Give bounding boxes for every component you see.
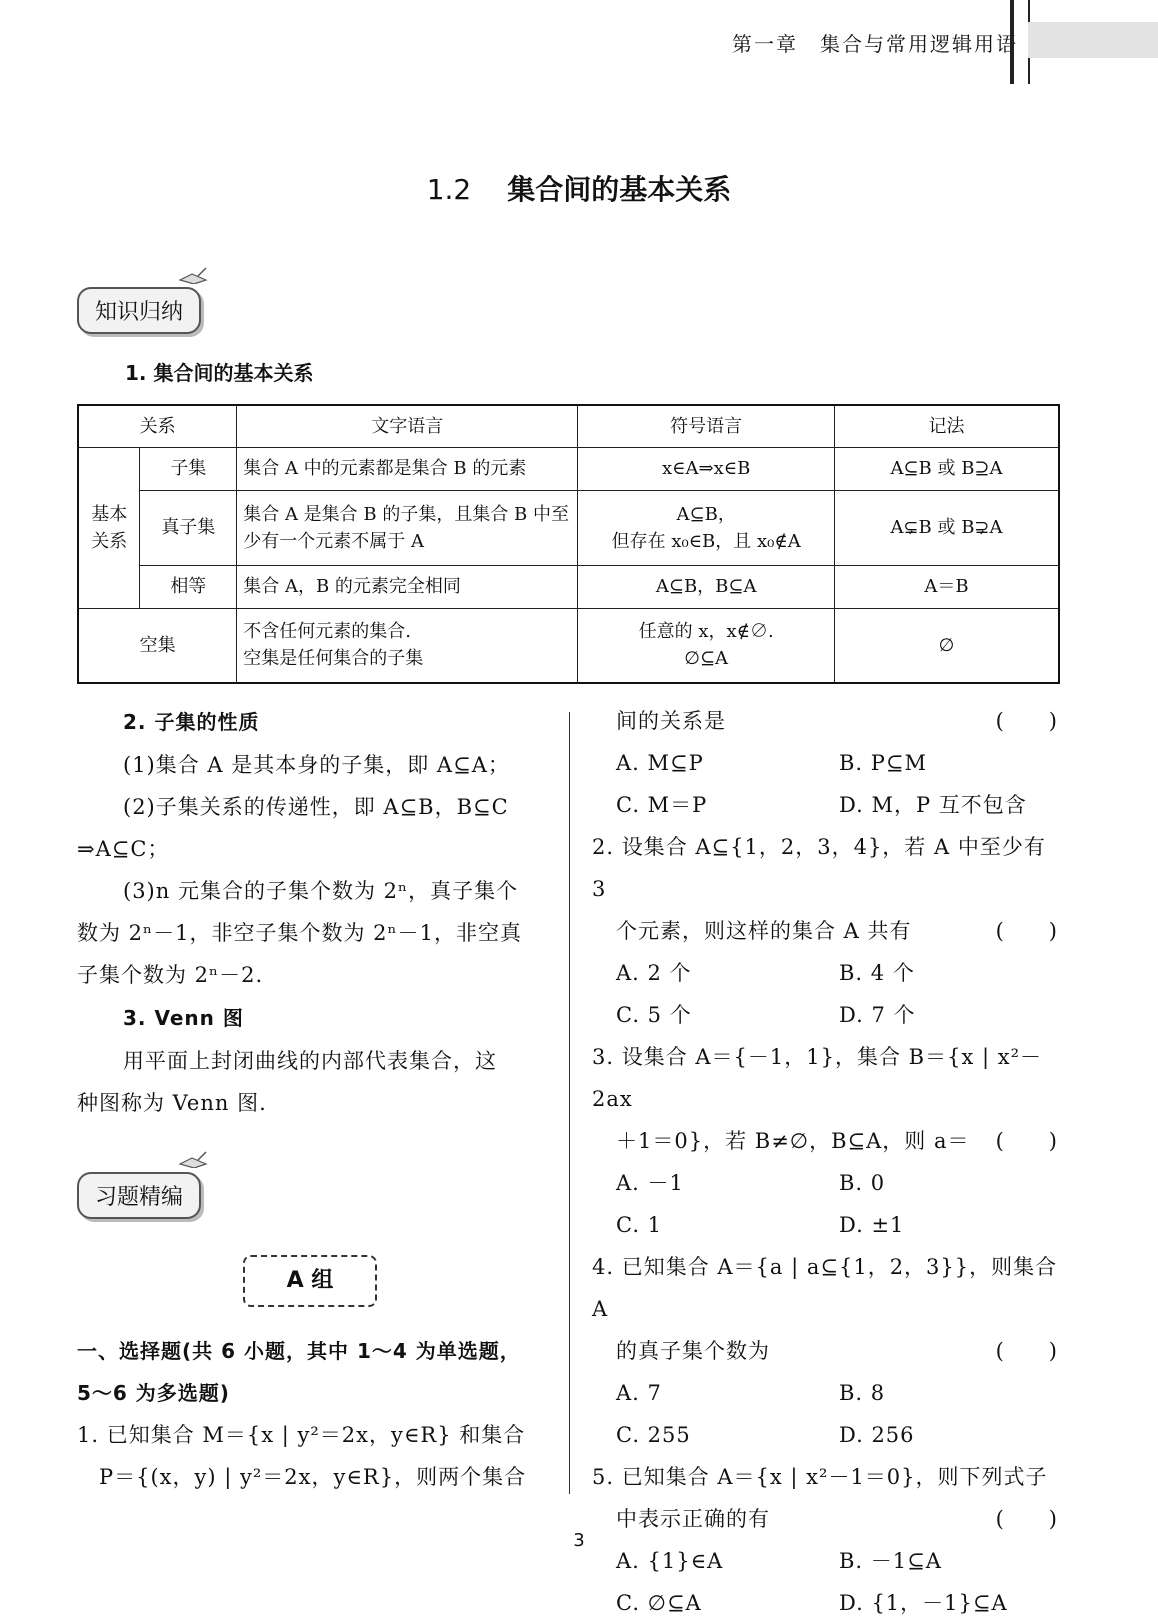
relations-table: [77, 404, 1060, 684]
column-divider: [569, 712, 570, 1494]
paragraph: 种图称为 Venn 图.: [77, 1091, 267, 1115]
row-name: 子集: [140, 447, 237, 490]
option: A. －1: [616, 1171, 684, 1195]
row-notation: A＝B: [834, 565, 1059, 608]
options-row: [592, 1372, 1062, 1414]
header-text-language: 文字语言: [237, 405, 578, 447]
section-title-text: 集合间的基本关系: [507, 173, 732, 206]
options-row: [592, 742, 1062, 784]
option: B. 4 个: [839, 961, 915, 985]
group-a-label: A 组: [243, 1255, 377, 1307]
question-3-line: [592, 1120, 1062, 1162]
row-symbol: A⊆B，B⊆A: [578, 565, 835, 608]
exercise-heading: 一、选择题(共 6 小题，其中 1～4 为单选题，: [77, 1339, 521, 1363]
heading-basic-relations: 1. 集合间的基本关系: [125, 361, 314, 385]
option: B. 0: [839, 1171, 886, 1195]
paragraph: (1)集合 A 是其本身的子集，即 A⊆A；: [123, 753, 510, 777]
option: D. 256: [839, 1423, 915, 1447]
header-grey-block: [1028, 22, 1158, 58]
book-icon: [178, 266, 208, 284]
question-1-line: 1. 已知集合 M＝{x | y²＝2x，y∈R} 和集合: [77, 1423, 526, 1447]
question-text: ＋1＝0}，若 B≠∅，B⊆A，则 a＝: [616, 1129, 970, 1153]
options-row: [592, 1414, 1062, 1456]
exercises-badge: 习题精编: [77, 1172, 201, 1219]
question-1-line: P＝{(x，y) | y²＝2x，y∈R}，则两个集合: [99, 1465, 527, 1489]
exercise-heading: 5～6 为多选题): [77, 1381, 230, 1405]
text-line: 不含任何元素的集合.: [243, 621, 411, 643]
symbol-line: A⊆B，: [676, 503, 736, 525]
option: A. 7: [616, 1381, 662, 1405]
header-symbol-language: 符号语言: [578, 405, 835, 447]
book-icon: [178, 1150, 208, 1168]
question-2-line: [592, 910, 1062, 952]
symbol-line: 任意的 x，x∉∅.: [638, 621, 774, 643]
options-row: [592, 952, 1062, 994]
question-5-line: 5. 已知集合 A＝{x | x²－1＝0}，则下列式子: [592, 1465, 1048, 1489]
option: C. 255: [616, 1423, 691, 1447]
question-3-line: 3. 设集合 A＝{－1，1}，集合 B＝{x | x²－2ax: [592, 1045, 1042, 1111]
question-2-line: 2. 设集合 A⊆{1，2，3，4}，若 A 中至少有 3: [592, 835, 1046, 901]
options-row: [592, 1162, 1062, 1204]
paragraph: 数为 2ⁿ－1，非空子集个数为 2ⁿ－1，非空真: [77, 921, 522, 945]
question-1-line: [592, 700, 1062, 742]
row-symbol: [578, 608, 835, 683]
left-column: [77, 700, 547, 1124]
option: A. 2 个: [616, 961, 692, 985]
option: A. M⊆P: [616, 751, 704, 775]
row-notation: ∅: [834, 608, 1059, 683]
option: B. P⊆M: [839, 751, 928, 775]
question-text: 中表示正确的有: [616, 1507, 770, 1531]
row-name: 真子集: [140, 490, 237, 565]
paragraph: (3)n 元集合的子集个数为 2ⁿ，真子集个: [123, 879, 519, 903]
page-number: 3: [573, 1530, 585, 1551]
section-number: 1.2: [426, 173, 472, 206]
option: C. 1: [616, 1213, 663, 1237]
row-text: 集合 A 中的元素都是集合 B 的元素: [237, 447, 578, 490]
answer-bracket: ( ): [995, 1339, 1058, 1363]
question-text: 个元素，则这样的集合 A 共有: [616, 919, 912, 943]
section-title: [0, 168, 1158, 208]
row-text: [237, 608, 578, 683]
options-row: [592, 784, 1062, 826]
paragraph: 用平面上封闭曲线的内部代表集合，这: [123, 1049, 497, 1073]
row-symbol: x∈A⇒x∈B: [578, 447, 835, 490]
answer-bracket: ( ): [995, 1129, 1058, 1153]
symbol-line: 但存在 x₀∈B，且 x₀∉A: [611, 530, 801, 552]
text-line: 空集是任何集合的子集: [243, 648, 424, 670]
option: C. ∅⊆A: [616, 1591, 702, 1615]
knowledge-badge: 知识归纳: [77, 287, 201, 334]
option: C. 5 个: [616, 1003, 692, 1027]
row-notation: A⊊B 或 B⊋A: [834, 490, 1059, 565]
question-text: 的真子集个数为: [616, 1339, 770, 1363]
options-row: [592, 1204, 1062, 1246]
option: D. ±1: [839, 1213, 905, 1237]
header-relation: 关系: [78, 405, 237, 447]
heading-venn: 3. Venn 图: [123, 1006, 244, 1030]
row-text: 集合 A 是集合 B 的子集，且集合 B 中至少有一个元素不属于 A: [237, 490, 578, 565]
exercise-section: [77, 1330, 552, 1498]
heading-subset-properties: 2. 子集的性质: [123, 710, 260, 734]
symbol-line: ∅⊆A: [684, 648, 729, 670]
options-row: [592, 994, 1062, 1036]
option: A. {1}∈A: [616, 1549, 724, 1573]
header-notation: 记法: [834, 405, 1059, 447]
question-4-line: [592, 1330, 1062, 1372]
option: B. 8: [839, 1381, 886, 1405]
option: D. {1，－1}⊆A: [839, 1591, 1008, 1615]
question-text: 间的关系是: [616, 709, 726, 733]
option: B. －1⊆A: [839, 1549, 942, 1573]
right-column: [592, 700, 1062, 1624]
answer-bracket: ( ): [995, 1507, 1058, 1531]
paragraph: 子集个数为 2ⁿ－2.: [77, 963, 264, 987]
group-label: 基本关系: [78, 447, 140, 608]
question-4-line: 4. 已知集合 A＝{a | a⊆{1，2，3}}，则集合 A: [592, 1255, 1058, 1321]
paragraph: ⇒A⊆C；: [77, 837, 170, 861]
option: C. M＝P: [616, 793, 708, 817]
answer-bracket: ( ): [995, 709, 1058, 733]
row-name: 空集: [78, 608, 237, 683]
row-text: 集合 A，B 的元素完全相同: [237, 565, 578, 608]
option: D. M，P 互不包含: [839, 793, 1027, 817]
row-notation: A⊆B 或 B⊇A: [834, 447, 1059, 490]
header-decoration: [1010, 0, 1030, 84]
option: D. 7 个: [839, 1003, 916, 1027]
row-symbol: [578, 490, 835, 565]
chapter-header: 第一章 集合与常用逻辑用语: [732, 32, 1018, 56]
row-name: 相等: [140, 565, 237, 608]
paragraph: (2)子集关系的传递性，即 A⊆B，B⊆C: [123, 795, 509, 819]
answer-bracket: ( ): [995, 919, 1058, 943]
options-row: [592, 1582, 1062, 1624]
